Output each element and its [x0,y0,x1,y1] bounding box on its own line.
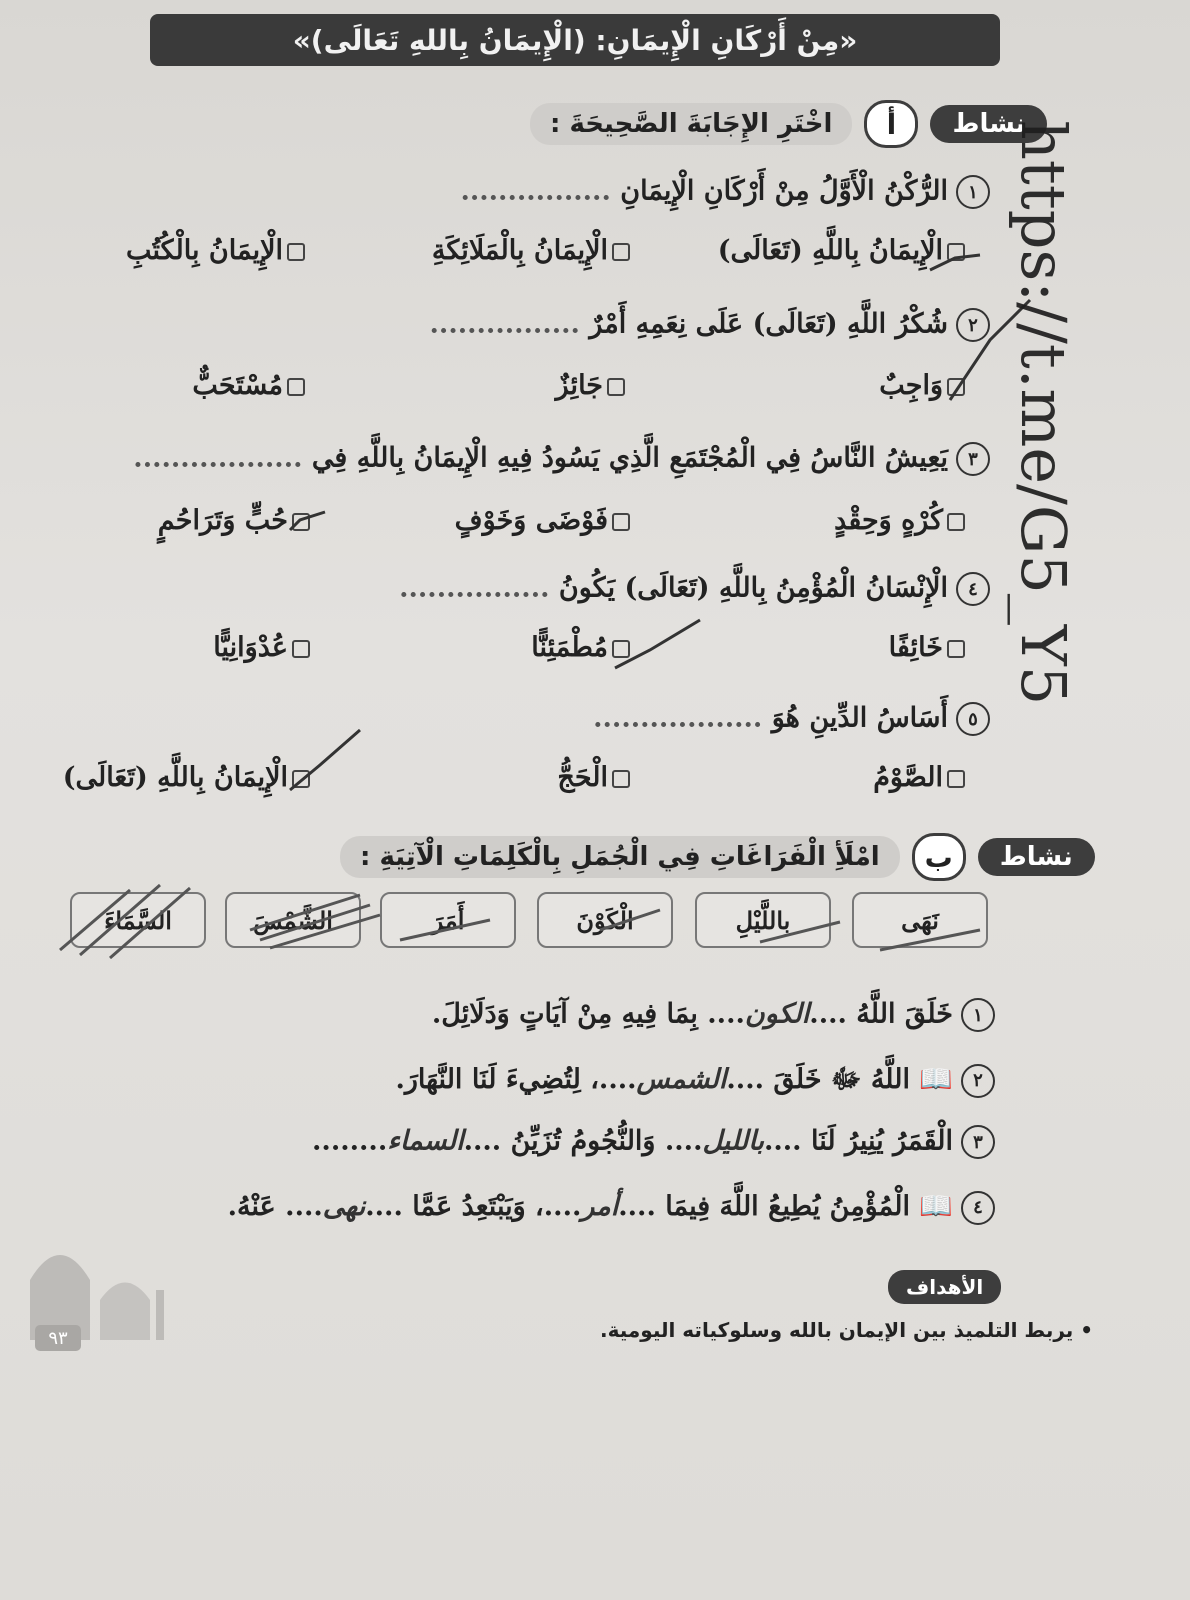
handwritten-answer: أمر [581,1191,619,1222]
q5-option-3[interactable]: الْإِيمَانُ بِاللَّهِ (تَعَالَى) [63,762,310,793]
activity-b-tag: نشاط [978,838,1095,876]
question-1: ١الرُّكْنُ الْأَوَّلُ مِنْ أَرْكَانِ الْإِيمَانِ ................ [460,175,990,209]
q3-option-1[interactable]: كُرْهٍ وَحِقْدٍ [834,505,965,536]
page-number: ٩٣ [35,1325,81,1351]
q5-option-1[interactable]: الصَّوْمُ [873,762,965,793]
q4-option-1[interactable]: خَائِفًا [889,632,965,663]
goal-text: • يربط التلميذ بين الإيمان بالله وسلوكياته اليومية. [600,1318,1094,1342]
handwritten-answer: الشمس [636,1064,727,1095]
fill-sentence-1: ١خَلَقَ اللَّهُ ....الكون.... بِمَا فِيهِ مِنْ آيَاتٍ وَدَلَائِلَ. [432,998,995,1032]
handwritten-answer: نهى [322,1191,366,1222]
q1-option-2[interactable]: الْإِيمَانُ بِالْمَلَائِكَةِ [432,235,630,266]
q3-option-2[interactable]: فَوْضَى وَخَوْفٍ [455,505,630,536]
handwritten-answer: السماء [387,1125,464,1157]
mosque-icon [20,1210,170,1340]
header-title: «مِنْ أَرْكَانِ الْإِيمَانِ: (الْإِيمَانُ بِاللهِ تَعَالَى)» [292,23,858,57]
q2-option-1[interactable]: وَاجِبٌ [879,370,965,401]
question-5: ٥أَسَاسُ الدِّينِ هُوَ .................. [593,702,990,736]
activity-a-letter: أ [864,100,918,148]
q3-option-3[interactable]: حُبٍّ وَتَرَاحُمٍ [158,505,310,536]
fill-sentence-4: ٤📖 الْمُؤْمِنُ يُطِيعُ اللَّهَ فِيمَا ....أمر....، وَيَبْتَعِدُ عَمَّا ....نهى.... عَنْهُ. [228,1190,995,1225]
q4-option-2[interactable]: مُطْمَئِنًّا [531,632,630,663]
activity-b-title: امْلَأِ الْفَرَاغَاتِ فِي الْجُمَلِ بِالْكَلِمَاتِ الْآتِيَةِ : [340,836,900,878]
word-bank-item: السَّمَاءَ [70,892,206,948]
word-bank-item: أَمَرَ [380,892,516,948]
fill-sentence-3: ٣الْقَمَرُ يُنِيرُ لَنَا ....بالليل.... وَالنُّجُومُ تُزَيِّنُ ....السماء........ [312,1125,995,1159]
q1-option-1[interactable]: الْإِيمَانُ بِاللَّهِ (تَعَالَى) [718,235,965,266]
activity-b-letter: ب [912,833,966,881]
word-bank-scribbles [40,870,1020,970]
word-bank-item: بِاللَّيْلِ [695,892,831,948]
question-3: ٣يَعِيشُ النَّاسُ فِي الْمُجْتَمَعِ الَّذِي يَسُودُ فِيهِ الْإِيمَانُ بِاللَّهِ فِي .................. [133,442,990,476]
q5-option-2[interactable]: الْحَجُّ [557,762,630,793]
q2-option-2[interactable]: جَائِزٌ [556,370,625,401]
watermark-url: https://t.me/G5_Y5 [1007,120,1080,706]
activity-a-tag: نشاط [930,105,1047,143]
q4-option-3[interactable]: عُدْوَانِيًّا [213,632,310,663]
fill-sentence-2: ٢📖 اللَّهُ ﷻ خَلَقَ ....الشمس....، لِتُضِيءَ لَنَا النَّهَارَ. [395,1062,995,1102]
question-2: ٢شُكْرُ اللَّهِ (تَعَالَى) عَلَى نِعَمِهِ أَمْرٌ ................ [430,308,990,342]
word-bank-item: نَهَى [852,892,988,948]
word-bank-item: الشَّمْسَ [225,892,361,948]
word-bank-item: الْكَوْنَ [537,892,673,948]
handwritten-answer: بالليل [702,1125,764,1157]
question-4: ٤الْإِنْسَانُ الْمُؤْمِنُ بِاللَّهِ (تَعَالَى) يَكُونُ ................ [399,572,990,606]
goals-tag: الأهداف [888,1270,1001,1304]
activity-a-title: اخْتَرِ الإِجَابَةَ الصَّحِيحَةَ : [530,103,852,145]
handwritten-answer: الكون [744,998,810,1030]
q2-option-3[interactable]: مُسْتَحَبٌّ [192,370,305,401]
q1-option-3[interactable]: الْإِيمَانُ بِالْكُتُبِ [126,235,305,266]
